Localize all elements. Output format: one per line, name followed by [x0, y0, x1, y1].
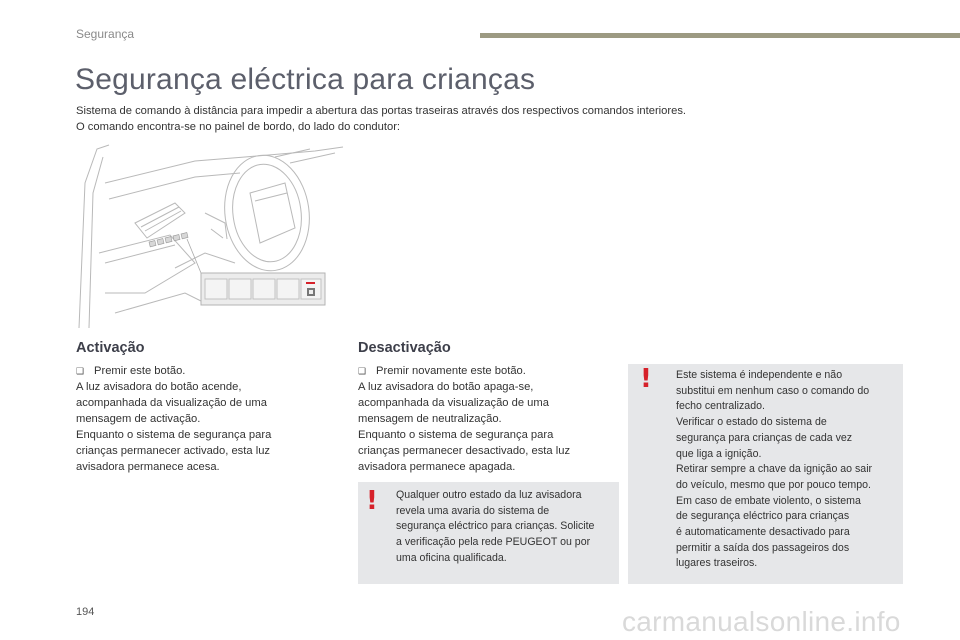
warning-line: de segurança eléctrico para crianças	[676, 510, 850, 523]
deactivation-line: avisadora permanece apagada.	[358, 461, 516, 473]
exclamation-icon: !	[640, 364, 652, 394]
warning-box-malfunction	[358, 482, 619, 584]
deactivation-line: crianças permanecer desactivado, esta luz	[358, 445, 571, 457]
warning-line: Em caso de embate violento, o sistema	[676, 494, 861, 507]
warning-line: permitir a saída dos passageiros dos	[676, 541, 850, 554]
warning-box-system	[628, 364, 903, 584]
warning-line: que liga a ignição.	[676, 447, 762, 460]
deactivation-line: Enquanto o sistema de segurança para	[358, 429, 554, 441]
warning-line: segurança eléctrico para crianças. Solicite	[396, 520, 595, 533]
header-rule	[480, 33, 960, 38]
activation-text	[76, 363, 336, 475]
intro-line: Sistema de comando à distância para impedir a abertura das portas traseiras através dos respectivos comandos interiores.	[76, 105, 687, 117]
section-label: Segurança	[76, 27, 135, 41]
page-title: Segurança eléctrica para crianças	[75, 63, 536, 96]
warning-line: Verificar o estado do sistema de	[676, 416, 827, 429]
deactivation-heading: Desactivação	[358, 340, 451, 356]
deactivation-line: mensagem de neutralização.	[358, 413, 502, 425]
activation-heading: Activação	[76, 340, 145, 356]
watermark: carmanualsonline.info	[622, 606, 901, 637]
warning-line: do veículo, mesmo que por pouco tempo.	[676, 478, 871, 491]
deactivation-text	[358, 363, 620, 475]
warning-line: substitui em nenhum caso o comando do	[676, 384, 870, 397]
warning-line: a verificação pela rede PEUGEOT ou por	[396, 536, 591, 549]
activation-bullet: Premir este botão.	[94, 365, 186, 377]
activation-line: crianças permanecer activado, esta luz	[76, 445, 271, 457]
checkbox-bullet-icon: ❑	[358, 366, 367, 376]
page-number: 194	[76, 606, 95, 618]
warning-line: segurança para crianças de cada vez	[676, 431, 853, 444]
checkbox-bullet-icon: ❑	[76, 366, 85, 376]
deactivation-line: A luz avisadora do botão apaga-se,	[358, 381, 534, 393]
warning-line: Qualquer outro estado da luz avisadora	[396, 489, 582, 501]
deactivation-bullet: Premir novamente este botão.	[376, 365, 526, 377]
warning-line: fecho centralizado.	[676, 400, 765, 413]
warning-line: revela uma avaria do sistema de	[396, 504, 550, 517]
deactivation-line: acompanhada da visualização de uma	[358, 397, 549, 409]
activation-line: A luz avisadora do botão acende,	[76, 381, 242, 393]
warning-line: é automaticamente desactivado para	[676, 526, 850, 539]
warning-line: Retirar sempre a chave da ignição ao sair	[676, 463, 873, 476]
activation-line: mensagem de activação.	[76, 413, 201, 425]
intro-line: O comando encontra-se no painel de bordo, do lado do condutor:	[76, 121, 401, 133]
warning-line: uma oficina qualificada.	[396, 551, 507, 564]
activation-line: acompanhada da visualização de uma	[76, 397, 267, 409]
intro-text	[76, 103, 896, 135]
warning-line: lugares traseiros.	[676, 557, 758, 570]
warning-line: Este sistema é independente e não	[676, 369, 843, 381]
dashboard-illustration	[75, 143, 345, 328]
exclamation-icon: !	[366, 486, 378, 516]
activation-line: Enquanto o sistema de segurança para	[76, 429, 272, 441]
activation-line: avisadora permanece acesa.	[76, 461, 220, 473]
